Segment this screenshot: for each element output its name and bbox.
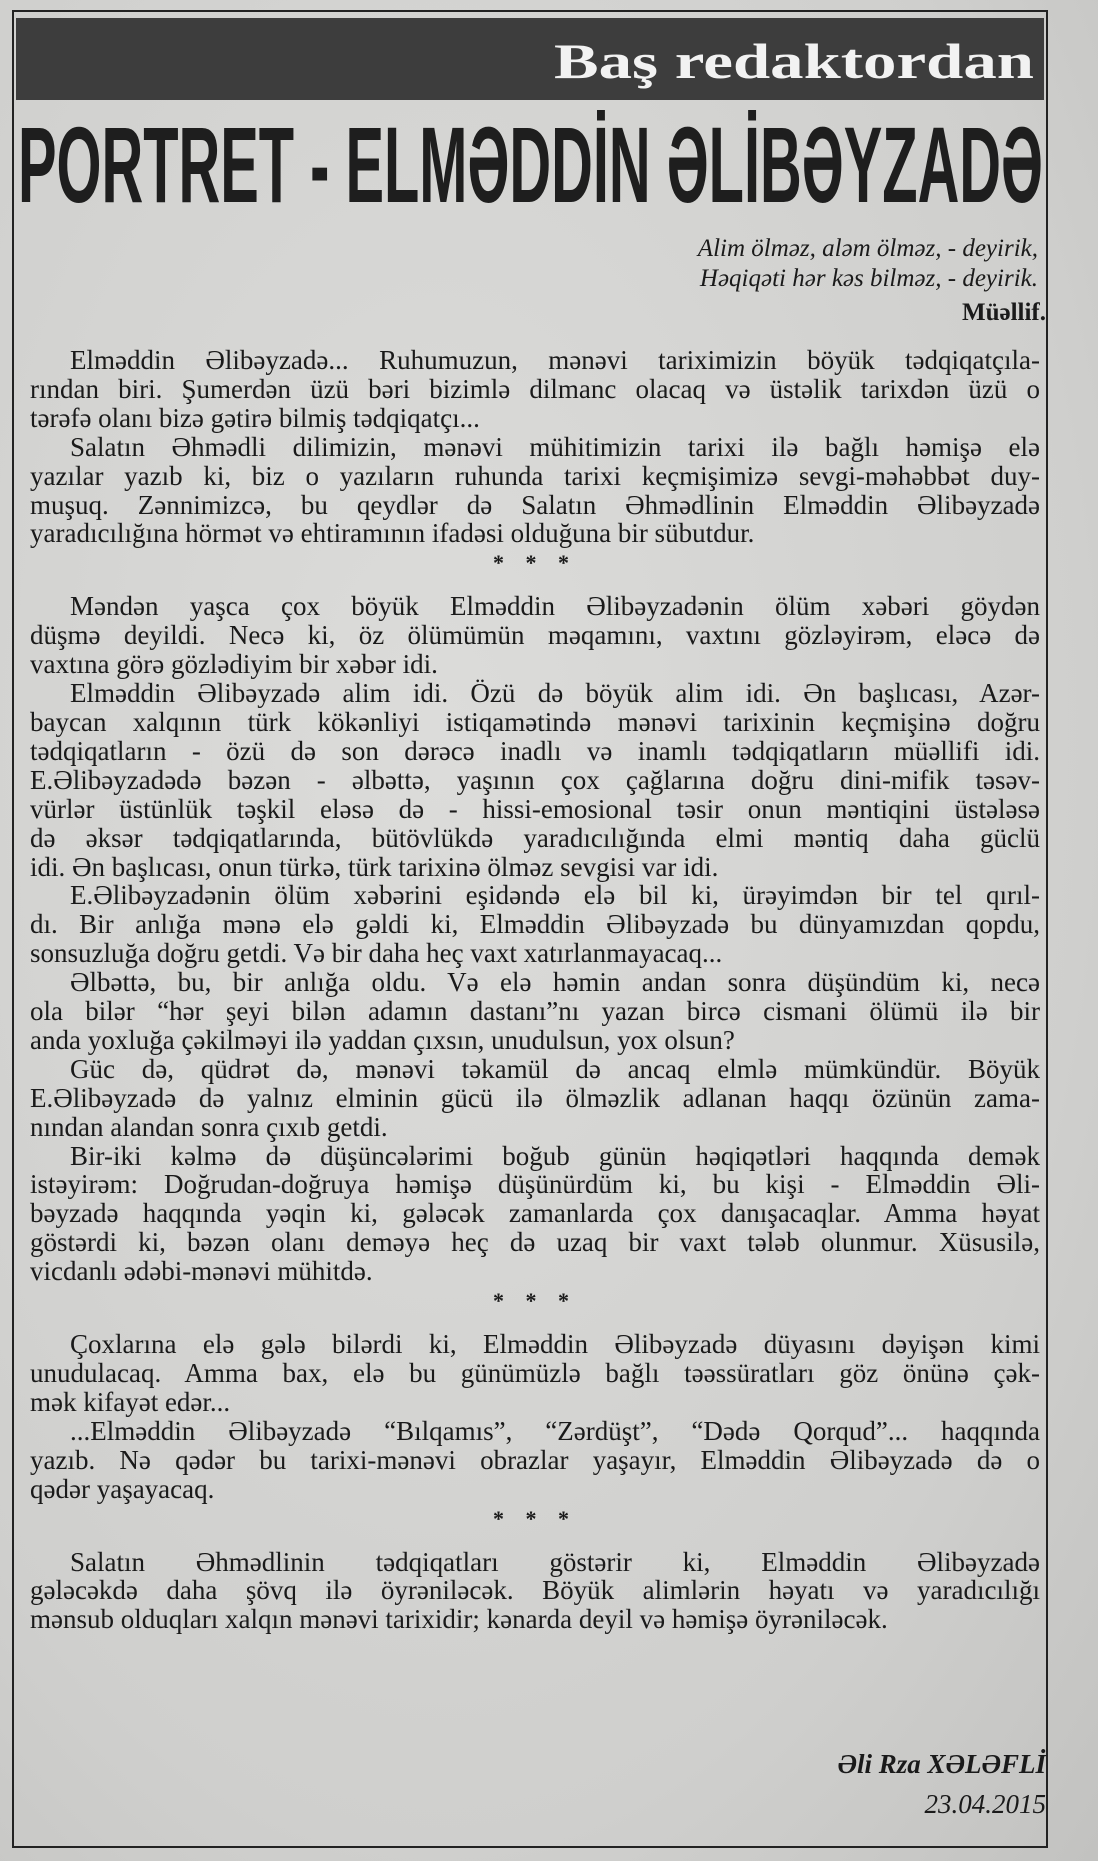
- spacer: [30, 1534, 1040, 1548]
- text-line: gələcəkdə daha şövq ilə öyrəniləcək. Böyük alimlərin həyatı və yaradıcılığı: [30, 1575, 1040, 1606]
- text-line: E.Əlibəyzadədə bəzən - əlbəttə, yaşının çox çağlarına doğru dini-mifik təsəv-: [30, 764, 1040, 795]
- article-date: 23.04.2015: [924, 1789, 1046, 1819]
- text-line: Elməddin Əlibəyzadə... Ruhumuzun, mənəvi tariximizin böyük tədqiqatçıla-: [70, 345, 1040, 375]
- paragraph: [30, 346, 1040, 433]
- paragraph: [30, 1417, 1040, 1504]
- section-separator: * * *: [493, 550, 577, 576]
- text-line: yazılar yazıb ki, biz o yazıların ruhunda tarixi keçmişimizə sevgi-məhəbbət duy-: [30, 460, 1040, 491]
- spacer: [30, 578, 1040, 592]
- text-line: Salatın Əhmədlinin tədqiqatları göstərir ki, Elməddin Əlibəyzadə: [70, 1546, 1040, 1577]
- text-line: vürlər üstünlük təşkil eləsə də - hissi-emosional təsir onun məntiqini üstələsə: [30, 793, 1040, 824]
- epigraph-attribution: Müəllif.: [961, 299, 1046, 326]
- text-line: baycan xalqının türk kökənliyi istiqamətində mənəvi tarixinin keçmişinə doğru: [30, 706, 1040, 737]
- text-line: Elməddin Əlibəyzadə alim idi. Özü də böyük alim idi. Ən başlıcası, Azər-: [70, 678, 1040, 709]
- text-line: nından alandan sonra çıxıb getdi.: [30, 1111, 388, 1142]
- paragraph: [30, 1330, 1040, 1417]
- epigraph-line: Həqiqəti hər kəs bilməz, - deyirik.: [699, 265, 1038, 292]
- text-line: tədqiqatların - özü də son dərəcə inadlı və inamlı tədqiqatların müəllifi idi.: [30, 735, 1040, 766]
- text-line: E.Əlibəyzadənin ölüm xəbərini eşidəndə elə bil ki, ürəyimdən bir tel qırıl-: [70, 880, 1040, 911]
- text-line: Çoxlarına elə gələ bilərdi ki, Elməddin Əlibəyzadə düyasını dəyişən kimi: [70, 1329, 1040, 1360]
- text-line: bəyzadə haqqında yəqin ki, gələcək zamanlarda çox danışacaqlar. Amma həyat: [30, 1198, 1040, 1229]
- paragraph: [30, 592, 1040, 679]
- text-line: də əksər tədqiqatlarında, bütövlükdə yaradıcılığında elmi məntiq daha güclü: [30, 822, 1040, 853]
- text-line: qədər yaşayacaq.: [30, 1473, 215, 1504]
- text-line: idi. Ən başlıcası, onun türkə, türk tarixinə ölməz sevgisi var idi.: [30, 851, 719, 882]
- text-line: muşuq. Zənnimizcə, bu qeydlər də Salatın Əhmədlinin Elməddin Əlibəyzadə: [30, 489, 1040, 520]
- text-line: tərəfə olanı bizə gətirə bilmiş tədqiqatçı...: [30, 402, 480, 433]
- text-line: dı. Bir anlığa mənə elə gəldi ki, Elməddin Əlibəyzadə bu dünyamızdan qopdu,: [30, 909, 1040, 940]
- text-line: Salatın Əhmədli dilimizin, mənəvi mühitimizin tarixi ilə bağlı həmişə elə: [70, 431, 1040, 462]
- paragraph: [30, 881, 1040, 968]
- epigraph-line: Alim ölməz, aləm ölməz, - deyirik,: [697, 235, 1038, 262]
- text-line: ola bilər “hər şeyi bilən adamın dastanı”nı yazan bircə cismani ölümü ilə bir: [30, 996, 1040, 1027]
- paragraph: [30, 433, 1040, 549]
- text-line: yaradıcılığına hörmət və ehtiramının ifadəsi olduğuna bir sübutdur.: [30, 518, 755, 549]
- text-line: mənsub olduqları xalqın mənəvi tarixidir; kənarda deyil və həmişə öyrəniləcək.: [30, 1604, 888, 1635]
- section-separator: * * *: [493, 1505, 577, 1531]
- article-body: [30, 346, 1040, 1634]
- paragraph: [30, 1055, 1040, 1142]
- paragraph: [30, 679, 1040, 881]
- text-line: istəyirəm: Doğrudan-doğruya həmişə düşünürdüm ki, bu kişi - Elməddin Əli-: [30, 1169, 1040, 1200]
- text-line: yazıb. Nə qədər bu tarixi-mənəvi obrazlar yaşayır, Elməddin Əlibəyzadə də o: [30, 1444, 1040, 1475]
- text-line: vicdanlı ədəbi-mənəvi mühitdə.: [30, 1256, 373, 1287]
- section-separator: * * *: [493, 1288, 577, 1314]
- text-line: vaxtına görə gözlədiyim bir xəbər idi.: [30, 649, 438, 680]
- title-text: PORTRET - ELMƏDDİN ƏLİBƏYZADƏ: [18, 110, 1043, 210]
- section-label: Baş redaktordan: [554, 33, 1035, 89]
- text-line: Əlbəttə, bu, bir anlığa oldu. Və elə həmin andan sonra düşündüm ki, necə: [70, 967, 1040, 998]
- text-line: rından biri. Şumerdən üzü bəri bizimlə dilmanc olacaq və üstəlik tarixdən üzü o: [30, 373, 1040, 404]
- spacer: [30, 1316, 1040, 1330]
- text-line: düşmə deyildi. Necə ki, öz ölümümün məqamını, vaxtını gözləyirəm, eləcə də: [30, 620, 1040, 651]
- paragraph: [30, 1142, 1040, 1287]
- paragraph: [30, 1548, 1040, 1635]
- text-line: Bir-iki kəlmə də düşüncələrimi boğub günün həqiqətləri haqqında demək: [70, 1140, 1040, 1171]
- text-line: anda yoxluğa çəkilməyi ilə yaddan çıxsın, unudulsun, yox olsun?: [30, 1024, 735, 1055]
- paragraph: [30, 968, 1040, 1055]
- text-line: ...Elməddin Əlibəyzadə “Bılqamıs”, “Zərdüşt”, “Dədə Qorqud”... haqqında: [70, 1415, 1040, 1446]
- epigraph: [698, 234, 1038, 294]
- author-signature: Əli Rza XƏLƏFLİ: [837, 1749, 1046, 1779]
- text-line: unudulacaq. Amma bax, elə bu günümüzlə bağlı təəssüratları göz önünə çək-: [30, 1358, 1040, 1388]
- text-line: Güc də, qüdrət də, mənəvi təkamül də ancaq elmlə mümkündür. Böyük: [70, 1053, 1040, 1084]
- text-line: sonsuzluğa doğru getdi. Və bir daha heç vaxt xatırlanmayacaq...: [30, 938, 723, 969]
- text-line: mək kifayət edər...: [30, 1386, 231, 1417]
- text-line: Məndən yaşca çox böyük Elməddin Əlibəyzadənin ölüm xəbəri göydən: [70, 591, 1040, 622]
- text-line: göstərdi ki, bəzən olanı deməyə heç də uzaq bir vaxt tələb olunmur. Xüsusilə,: [30, 1227, 1040, 1258]
- section-header-bar: [16, 18, 1044, 100]
- text-line: E.Əlibəyzadə də yalnız elminin gücü ilə ölməzlik adlanan haqqı özünün zama-: [30, 1082, 1040, 1113]
